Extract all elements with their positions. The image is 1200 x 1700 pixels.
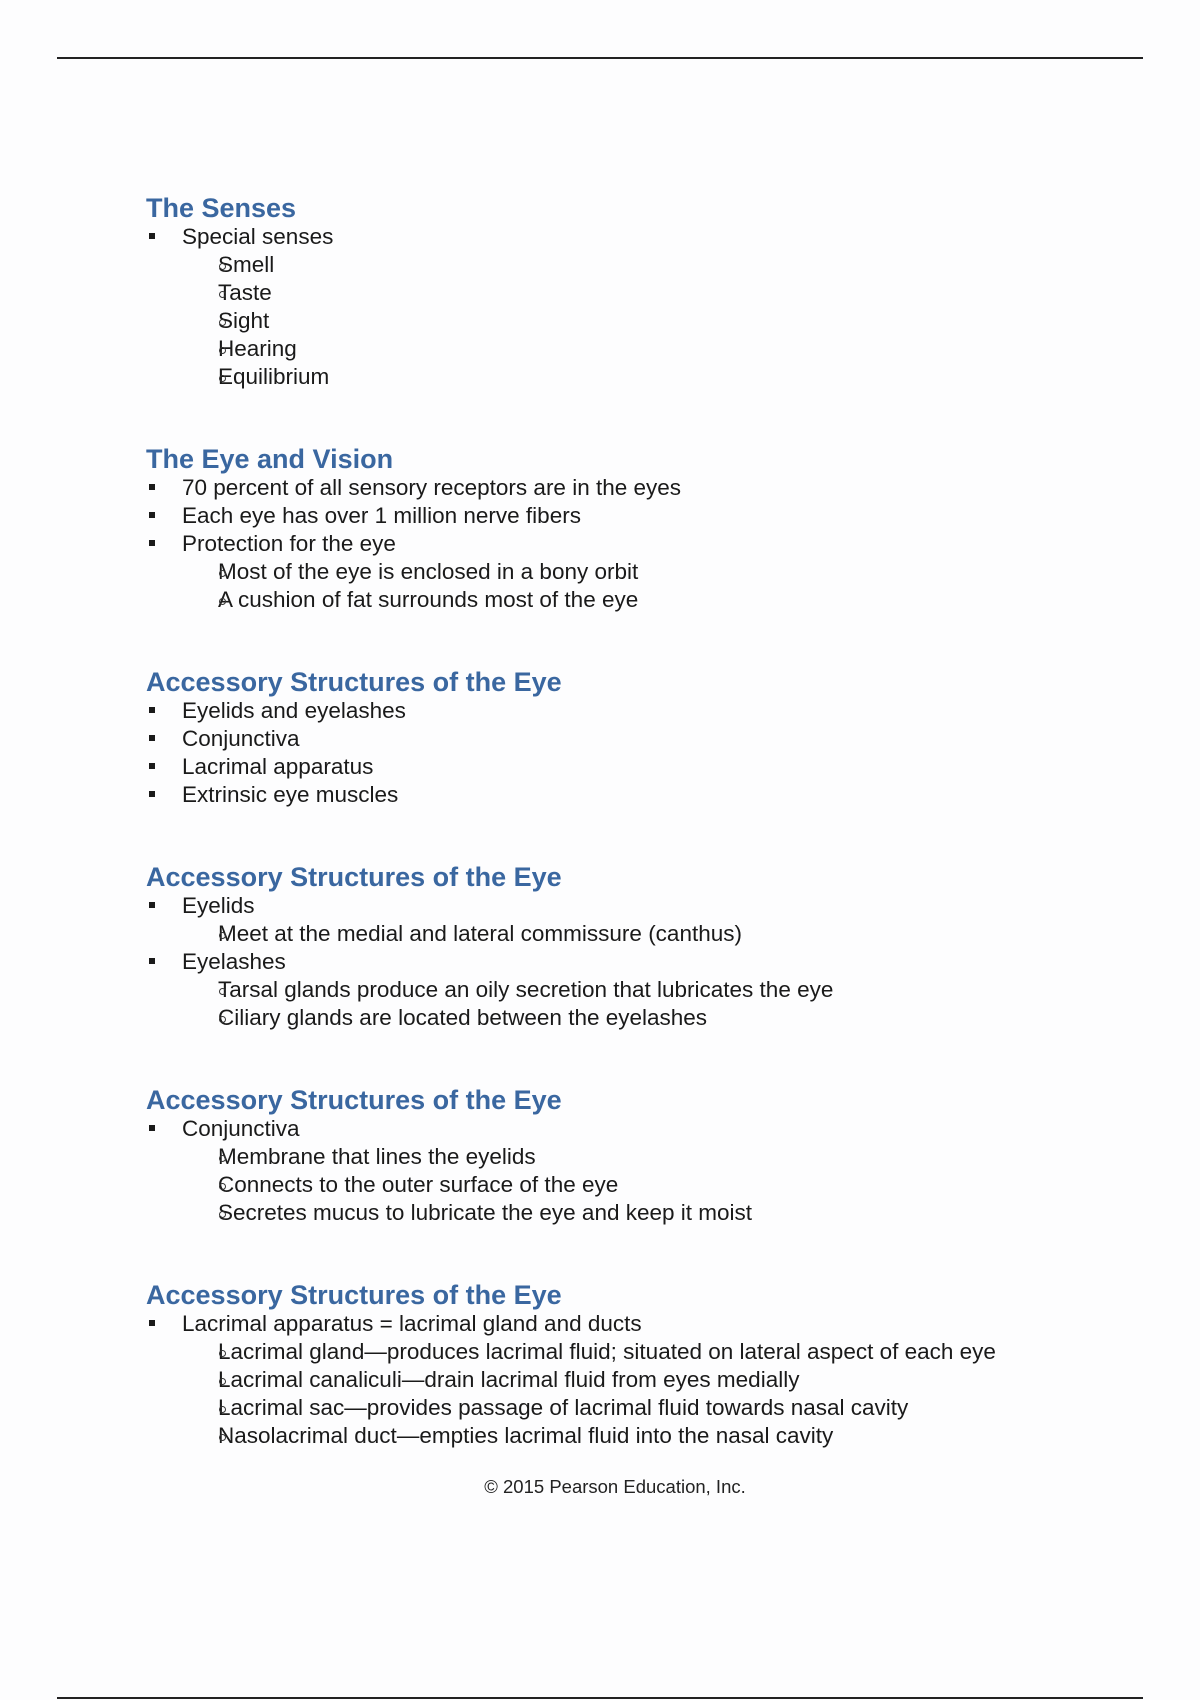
list-item-text: Conjunctiva <box>182 1116 300 1141</box>
circle-bullet-icon <box>219 319 226 326</box>
sub-list-item <box>146 920 1146 948</box>
bullet-list <box>146 1310 1146 1450</box>
sub-list-item-text: Ciliary glands are located between the eyelashes <box>218 1005 708 1030</box>
sub-list <box>182 558 1146 614</box>
bullet-list <box>146 223 1146 391</box>
square-bullet-icon <box>149 540 155 546</box>
sub-list-item <box>146 1004 1146 1032</box>
circle-bullet-icon <box>219 347 226 354</box>
sub-list-item <box>146 976 1146 1004</box>
circle-bullet-icon <box>219 375 226 382</box>
top-rule <box>57 57 1143 59</box>
sub-list-item-text: Lacrimal canaliculi—drain lacrimal fluid from eyes medially <box>218 1367 800 1392</box>
list-item-text: Lacrimal apparatus = lacrimal gland and ducts <box>182 1311 642 1336</box>
square-bullet-icon <box>149 735 155 741</box>
circle-bullet-icon <box>219 1350 226 1357</box>
circle-bullet-icon <box>219 1434 226 1441</box>
square-bullet-icon <box>149 958 155 964</box>
list-item <box>146 1115 1146 1227</box>
list-item-text: Conjunctiva <box>182 726 300 751</box>
sub-list-item-text: Secretes mucus to lubricate the eye and keep it moist <box>218 1200 753 1225</box>
list-item-text: Lacrimal apparatus <box>182 754 374 779</box>
square-bullet-icon <box>149 484 155 490</box>
sub-list-item <box>146 1199 1146 1227</box>
bullet-list <box>146 1115 1146 1227</box>
circle-bullet-icon <box>219 1406 226 1413</box>
circle-bullet-icon <box>219 291 226 298</box>
sub-list-item-text: Sight <box>218 308 270 333</box>
sub-list-item-text: Most of the eye is enclosed in a bony orbit <box>218 559 639 584</box>
circle-bullet-icon <box>219 988 226 995</box>
square-bullet-icon <box>149 902 155 908</box>
list-item-text: Special senses <box>182 224 334 249</box>
sub-list-item-text: A cushion of fat surrounds most of the eye <box>218 587 639 612</box>
sub-list-item-text: Equilibrium <box>218 364 330 389</box>
sub-list-item <box>146 558 1146 586</box>
sub-list-item <box>146 1394 1146 1422</box>
sub-list-item <box>146 1171 1146 1199</box>
list-item <box>146 781 1146 809</box>
bullet-list <box>146 892 1146 1032</box>
sub-list <box>182 920 1146 948</box>
sub-list-item-text: Hearing <box>218 336 297 361</box>
sub-list-item <box>146 363 1146 391</box>
sub-list-item-text: Meet at the medial and lateral commissure (canthus) <box>218 921 742 946</box>
sub-list <box>182 976 1146 1032</box>
circle-bullet-icon <box>219 1183 226 1190</box>
section-title: The Eye and Vision <box>146 444 394 474</box>
square-bullet-icon <box>149 791 155 797</box>
sub-list <box>182 1338 1146 1450</box>
sub-list-item-text: Nasolacrimal duct—empties lacrimal fluid into the nasal cavity <box>218 1423 834 1448</box>
list-item <box>146 474 1146 502</box>
list-item-text: Each eye has over 1 million nerve fibers <box>182 503 581 528</box>
list-item-text: Eyelashes <box>182 949 286 974</box>
circle-bullet-icon <box>219 1378 226 1385</box>
circle-bullet-icon <box>219 932 226 939</box>
circle-bullet-icon <box>219 1155 226 1162</box>
section-title: Accessory Structures of the Eye <box>146 1085 562 1115</box>
sub-list <box>182 251 1146 391</box>
circle-bullet-icon <box>219 570 226 577</box>
square-bullet-icon <box>149 763 155 769</box>
section-accessory-structures-2 <box>146 862 1146 1032</box>
square-bullet-icon <box>149 233 155 239</box>
sub-list-item <box>146 307 1146 335</box>
section-eye-and-vision <box>146 444 1146 614</box>
list-item <box>146 502 1146 530</box>
sub-list-item-text: Lacrimal gland—produces lacrimal fluid; situated on lateral aspect of each eye <box>218 1339 996 1364</box>
list-item-text: Eyelids and eyelashes <box>182 698 406 723</box>
list-item-text: 70 percent of all sensory receptors are in the eyes <box>182 475 682 500</box>
circle-bullet-icon <box>219 1016 226 1023</box>
section-title: Accessory Structures of the Eye <box>146 667 562 697</box>
circle-bullet-icon <box>219 598 226 605</box>
list-item-text: Eyelids <box>182 893 255 918</box>
list-item <box>146 223 1146 391</box>
bullet-list <box>146 697 1146 809</box>
list-item <box>146 753 1146 781</box>
list-item-text: Extrinsic eye muscles <box>182 782 399 807</box>
sub-list-item-text: Connects to the outer surface of the eye <box>218 1172 619 1197</box>
list-item-text: Protection for the eye <box>182 531 396 556</box>
sub-list-item <box>146 1366 1146 1394</box>
section-title: Accessory Structures of the Eye <box>146 1280 562 1310</box>
section-accessory-structures-1 <box>146 667 1146 809</box>
sub-list-item-text: Membrane that lines the eyelids <box>218 1144 536 1169</box>
sub-list-item <box>146 279 1146 307</box>
copyright-footer: © 2015 Pearson Education, Inc. <box>484 1476 746 1497</box>
list-item <box>146 697 1146 725</box>
list-item <box>146 948 1146 1032</box>
sub-list-item <box>146 1422 1146 1450</box>
list-item <box>146 725 1146 753</box>
section-accessory-structures-4 <box>146 1280 1146 1450</box>
section-title: The Senses <box>146 193 297 223</box>
sub-list-item-text: Tarsal glands produce an oily secretion that lubricates the eye <box>218 977 834 1002</box>
section-the-senses <box>146 193 1146 391</box>
sub-list-item <box>146 1338 1146 1366</box>
sub-list-item <box>146 251 1146 279</box>
sub-list-item-text: Lacrimal sac—provides passage of lacrimal fluid towards nasal cavity <box>218 1395 909 1420</box>
sub-list-item-text: Taste <box>218 280 272 305</box>
list-item <box>146 892 1146 948</box>
sub-list-item <box>146 586 1146 614</box>
section-accessory-structures-3 <box>146 1085 1146 1227</box>
sub-list-item-text: Smell <box>218 252 275 277</box>
sub-list-item <box>146 1143 1146 1171</box>
square-bullet-icon <box>149 1125 155 1131</box>
square-bullet-icon <box>149 512 155 518</box>
section-title: Accessory Structures of the Eye <box>146 862 562 892</box>
bullet-list <box>146 474 1146 614</box>
list-item <box>146 530 1146 614</box>
bottom-rule <box>57 1697 1143 1699</box>
circle-bullet-icon <box>219 1211 226 1218</box>
list-item <box>146 1310 1146 1450</box>
circle-bullet-icon <box>219 263 226 270</box>
sub-list-item <box>146 335 1146 363</box>
sub-list <box>182 1143 1146 1227</box>
square-bullet-icon <box>149 707 155 713</box>
square-bullet-icon <box>149 1320 155 1326</box>
document-body <box>146 193 1146 1450</box>
